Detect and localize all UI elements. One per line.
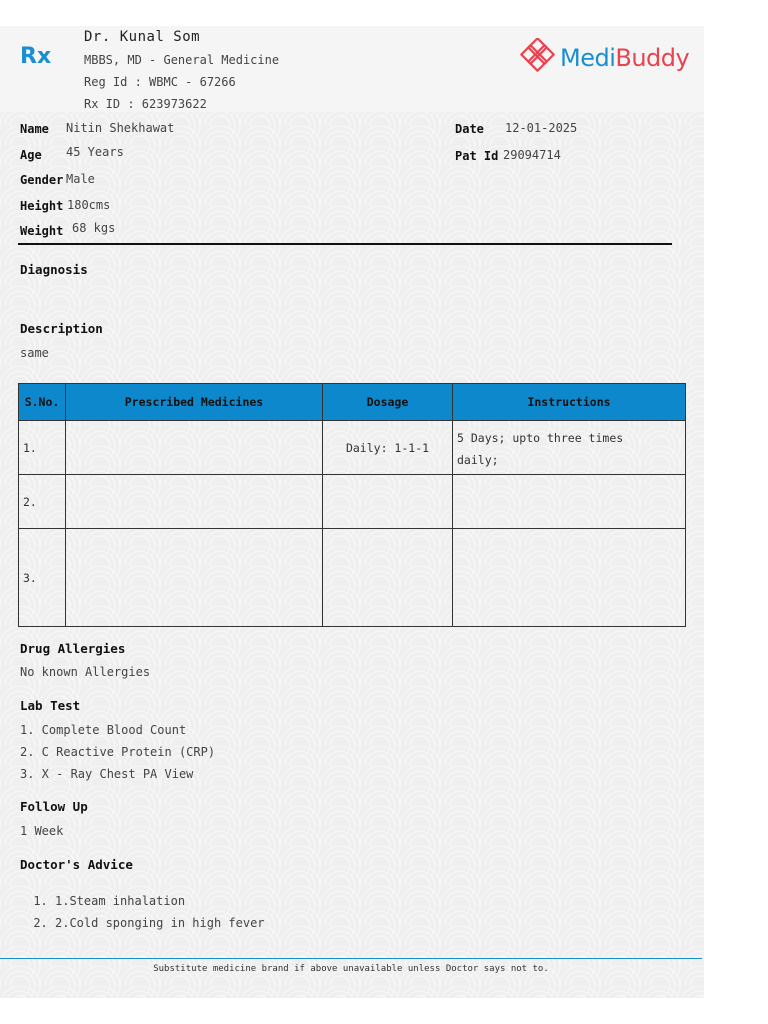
description-title: Description — [20, 321, 103, 336]
row-medicine — [66, 529, 323, 627]
footer-note: Substitute medicine brand if above unavailable unless Doctor says not to. — [153, 964, 549, 974]
table-row — [19, 475, 686, 529]
rx-id: Rx ID : 623973622 — [84, 97, 207, 111]
col-header-medicines: Prescribed Medicines — [66, 384, 323, 421]
row-instructions — [453, 421, 686, 475]
table-row — [19, 529, 686, 627]
patient-gender: Male — [66, 172, 95, 186]
advice-item: 2. 2.Cold sponging in high fever — [55, 912, 265, 934]
row-sno: 3. — [19, 529, 66, 627]
col-header-instructions: Instructions — [453, 384, 686, 421]
patient-id-label: Pat Id — [455, 149, 499, 163]
drug-allergies-title: Drug Allergies — [20, 641, 126, 656]
name-label: Name — [20, 122, 49, 136]
doctors-advice-title: Doctor's Advice — [20, 857, 133, 872]
row-medicine — [66, 475, 323, 529]
patient-weight: 68 kgs — [72, 221, 116, 235]
diagnosis-title: Diagnosis — [20, 262, 88, 277]
row-instructions — [453, 529, 686, 627]
height-label: Height — [20, 199, 64, 213]
gender-label: Gender — [20, 173, 64, 187]
medibuddy-logo-text — [560, 44, 689, 72]
header-divider — [18, 243, 672, 245]
lab-test-title: Lab Test — [20, 698, 81, 713]
table-row — [19, 421, 686, 475]
drug-allergies-value: No known Allergies — [20, 665, 151, 679]
age-label: Age — [20, 148, 42, 162]
lab-test-item: 2. C Reactive Protein (CRP) — [20, 745, 216, 759]
doctors-advice-list — [20, 890, 265, 934]
row-dosage: Daily: 1-1-1 — [323, 421, 453, 475]
weight-label: Weight — [20, 224, 64, 238]
rx-symbol: Rx — [20, 44, 52, 69]
doctor-reg-id: Reg Id : WBMC - 67266 — [84, 75, 236, 89]
table-header-row — [19, 384, 686, 421]
row-medicine — [66, 421, 323, 475]
patient-height: 180cms — [67, 198, 111, 212]
description-value: same — [20, 346, 49, 360]
advice-item: 1. 1.Steam inhalation — [55, 890, 265, 912]
prescription-table — [18, 383, 686, 627]
instructions-line: daily; — [457, 453, 499, 467]
logo-text-buddy: Buddy — [615, 44, 690, 72]
medibuddy-logo — [520, 38, 689, 78]
row-dosage — [323, 475, 453, 529]
patient-id: 29094714 — [503, 148, 561, 162]
lab-test-item: 1. Complete Blood Count — [20, 723, 187, 737]
patient-age: 45 Years — [66, 145, 124, 159]
instructions-line: 5 Days; upto three times — [457, 431, 624, 445]
medibuddy-logo-icon — [520, 38, 556, 78]
patient-name: Nitin Shekhawat — [66, 121, 175, 135]
row-sno: 2. — [19, 475, 66, 529]
doctor-qualification: MBBS, MD - General Medicine — [84, 53, 280, 67]
doctor-name: Dr. Kunal Som — [84, 29, 201, 45]
footer-divider — [0, 958, 702, 959]
row-dosage — [323, 529, 453, 627]
row-instructions — [453, 475, 686, 529]
follow-up-title: Follow Up — [20, 799, 88, 814]
lab-test-item: 3. X - Ray Chest PA View — [20, 767, 194, 781]
prescription-date: 12-01-2025 — [505, 121, 578, 135]
follow-up-value: 1 Week — [20, 824, 64, 838]
date-label: Date — [455, 122, 484, 136]
row-sno: 1. — [19, 421, 66, 475]
logo-text-medi: Medi — [560, 44, 616, 72]
col-header-dosage: Dosage — [323, 384, 453, 421]
col-header-sno: S.No. — [19, 384, 66, 421]
